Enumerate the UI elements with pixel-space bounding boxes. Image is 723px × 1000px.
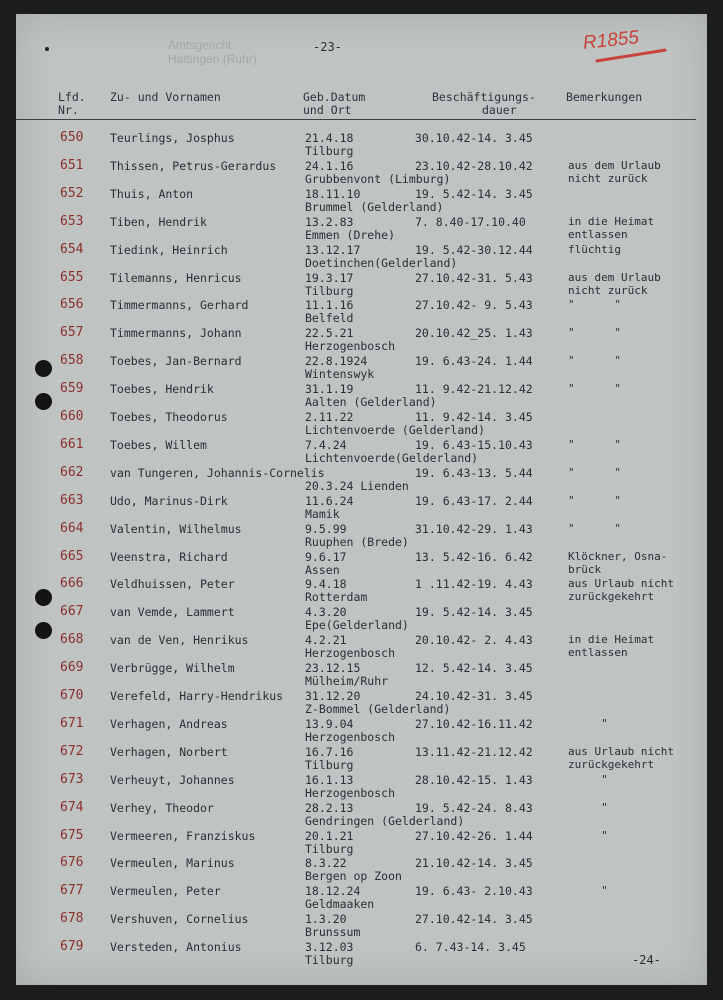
row-birth-place: Grubbenvont (Limburg) bbox=[305, 171, 451, 186]
row-remark: aus dem Urlaub nicht zurück bbox=[568, 270, 661, 297]
row-birth-date: 20.1.21 bbox=[305, 828, 354, 843]
header-name: Zu- und Vornamen bbox=[110, 90, 221, 104]
row-number: 661 bbox=[60, 436, 84, 452]
row-birth-place: Tilburg bbox=[305, 144, 354, 158]
row-number: 669 bbox=[60, 660, 84, 676]
row-name: Tiben, Hendrik bbox=[110, 214, 207, 229]
row-birth-place: Wintenswyk bbox=[305, 367, 375, 382]
row-employment-period: 7. 8.40-17.10.40 bbox=[415, 214, 526, 229]
row-number: 667 bbox=[60, 604, 84, 620]
row-remark: Klöckner, Osna- brück bbox=[568, 549, 668, 576]
row-birth-date: 22.8.1924 bbox=[305, 354, 368, 369]
row-remark: " " bbox=[568, 437, 621, 451]
row-employment-period: 30.10.42-14. 3.45 bbox=[415, 131, 533, 145]
row-birth-place: Mülheim/Ruhr bbox=[305, 674, 389, 689]
row-remark: aus dem Urlaub nicht zurück bbox=[568, 158, 661, 185]
row-birth-date: 1.3.20 bbox=[305, 912, 347, 927]
row-birth-place: Tilburg bbox=[305, 953, 354, 968]
row-birth-date: 28.2.13 bbox=[305, 800, 354, 815]
header-birth-line2: und Ort bbox=[303, 103, 352, 117]
row-number: 666 bbox=[60, 576, 84, 592]
row-number: 676 bbox=[60, 855, 84, 871]
row-number: 677 bbox=[60, 883, 84, 899]
row-employment-period: 24.10.42-31. 3.45 bbox=[415, 689, 533, 703]
row-employment-period: 19. 6.43-17. 2.44 bbox=[415, 493, 533, 508]
row-name: Tilemanns, Henricus bbox=[110, 270, 242, 285]
row-name: van de Ven, Henrikus bbox=[110, 633, 249, 648]
header-remarks: Bemerkungen bbox=[566, 90, 643, 104]
row-birth-place: Brunssum bbox=[305, 925, 361, 940]
row-employment-period: 21.10.42-14. 3.45 bbox=[415, 856, 533, 871]
row-name: Toebes, Jan-Bernard bbox=[110, 354, 242, 369]
footer-page-number: -24- bbox=[632, 953, 661, 967]
row-birth-date: 4.2.21 bbox=[305, 633, 347, 648]
row-number: 665 bbox=[60, 548, 84, 564]
table-row bbox=[0, 685, 723, 716]
row-birth-date: 13.2.83 bbox=[305, 214, 354, 229]
row-number: 657 bbox=[60, 325, 84, 341]
row-number: 670 bbox=[60, 688, 84, 703]
row-name: Verhey, Theodor bbox=[110, 800, 214, 815]
ink-dot bbox=[45, 47, 49, 51]
row-birth-place: Gendringen (Gelderland) bbox=[305, 813, 465, 828]
row-employment-period: 13.11.42-21.12.42 bbox=[415, 744, 533, 759]
row-birth-place: Herzogenbosch bbox=[305, 785, 396, 800]
row-remark: flüchtig bbox=[568, 242, 621, 256]
row-birth-date: 9.4.18 bbox=[305, 577, 347, 592]
row-birth-date: 22.5.21 bbox=[305, 326, 354, 341]
row-birth-date: 23.12.15 bbox=[305, 661, 361, 676]
row-number: 678 bbox=[60, 911, 84, 927]
row-employment-period: 27.10.42- 9. 5.43 bbox=[415, 298, 533, 313]
row-birth-date: 9.5.99 bbox=[305, 521, 347, 536]
row-birth-place: Z-Bommel (Gelderland) bbox=[305, 702, 451, 716]
row-name: Vershuven, Cornelius bbox=[110, 912, 249, 927]
table-row bbox=[0, 378, 723, 410]
row-employment-period: 11. 9.42-14. 3.45 bbox=[415, 410, 533, 424]
row-name: Timmermanns, Johann bbox=[110, 326, 242, 341]
row-name: Verhagen, Andreas bbox=[110, 716, 228, 731]
row-birth-place: Brummel (Gelderland) bbox=[305, 199, 444, 214]
row-remark: " " bbox=[568, 298, 621, 312]
row-name: Thissen, Petrus-Gerardus bbox=[110, 158, 277, 173]
row-number: 652 bbox=[60, 185, 84, 201]
row-birth-date: 16.1.13 bbox=[305, 772, 354, 787]
row-name: Verheuyt, Johannes bbox=[110, 772, 235, 787]
table-row bbox=[0, 908, 723, 940]
row-employment-period: 27.10.42-16.11.42 bbox=[415, 716, 533, 731]
table-row bbox=[0, 490, 723, 521]
header-birth bbox=[303, 91, 365, 117]
row-name: van Vemde, Lammert bbox=[110, 605, 235, 620]
row-number: 659 bbox=[60, 381, 84, 397]
row-name: van Tungeren, Johannis-Cornelis bbox=[110, 465, 325, 480]
row-birth-place: Assen bbox=[305, 562, 340, 577]
row-name: Verefeld, Harry-Hendrikus bbox=[110, 689, 284, 703]
table-row bbox=[0, 294, 723, 326]
row-name: Vermeeren, Franziskus bbox=[110, 828, 256, 843]
table-row bbox=[0, 741, 723, 772]
row-birth-place: Belfeld bbox=[305, 311, 354, 326]
row-name: Verbrügge, Wilhelm bbox=[110, 661, 235, 676]
table-row bbox=[0, 350, 723, 382]
row-birth-date: 9.6.17 bbox=[305, 549, 347, 564]
row-birth-date: 3.12.03 bbox=[305, 940, 354, 955]
row-remark: aus Urlaub nicht zurückgekehrt bbox=[568, 744, 674, 771]
row-employment-period: 19. 6.43- 2.10.43 bbox=[415, 884, 533, 899]
row-remark: " bbox=[568, 716, 608, 730]
row-remark: " " bbox=[568, 465, 621, 479]
row-birth-date: 7.4.24 bbox=[305, 437, 347, 452]
row-number: 650 bbox=[60, 130, 84, 145]
table-row bbox=[0, 657, 723, 689]
table-row bbox=[0, 546, 723, 577]
row-birth-date: 2.11.22 bbox=[305, 410, 354, 424]
row-number: 671 bbox=[60, 715, 84, 731]
row-birth-date: 11.1.16 bbox=[305, 298, 354, 313]
row-employment-period: 6. 7.43-14. 3.45 bbox=[415, 940, 526, 955]
row-name: Thuis, Anton bbox=[110, 186, 194, 201]
row-birth-place: Bergen op Zoon bbox=[305, 869, 402, 884]
row-employment-period: 19. 5.42-14. 3.45 bbox=[415, 186, 533, 201]
row-birth-date: 24.1.16 bbox=[305, 158, 354, 173]
row-birth-place: Tilburg bbox=[305, 283, 354, 298]
row-name: Versteden, Antonius bbox=[110, 940, 242, 955]
row-employment-period: 19. 5.42-14. 3.45 bbox=[415, 605, 533, 620]
table-row bbox=[0, 629, 723, 661]
table-row bbox=[0, 601, 723, 633]
row-name: Valentin, Wilhelmus bbox=[110, 521, 242, 536]
row-employment-period: 23.10.42-28.10.42 bbox=[415, 158, 533, 173]
row-name: Teurlings, Josphus bbox=[110, 131, 235, 145]
row-birth-place: Lichtenvoerde (Gelderland) bbox=[305, 423, 486, 437]
row-remark: " bbox=[568, 884, 608, 898]
row-birth-date: 31.12.20 bbox=[305, 689, 361, 703]
table-row bbox=[0, 825, 723, 856]
row-birth-place: Epe(Gelderland) bbox=[305, 618, 409, 633]
row-employment-period: 20.10.42_25. 1.43 bbox=[415, 326, 533, 341]
table-row bbox=[0, 936, 723, 968]
row-employment-period: 20.10.42- 2. 4.43 bbox=[415, 633, 533, 648]
row-birth-place: Ruuphen (Brede) bbox=[305, 534, 409, 549]
table-row bbox=[0, 573, 723, 605]
row-birth-place: Emmen (Drehe) bbox=[305, 227, 396, 242]
row-number: 663 bbox=[60, 492, 84, 508]
row-birth-place: Herzogenbosch bbox=[305, 729, 396, 744]
row-employment-period: 13. 5.42-16. 6.42 bbox=[415, 549, 533, 564]
row-remark: " " bbox=[568, 493, 621, 507]
row-name: Vermeulen, Peter bbox=[110, 884, 221, 899]
table-row bbox=[0, 155, 723, 186]
archive-reference: R1855 bbox=[582, 27, 640, 54]
row-employment-period: 27.10.42-26. 1.44 bbox=[415, 828, 533, 843]
row-employment-period: 27.10.42-31. 5.43 bbox=[415, 270, 533, 285]
punch-hole bbox=[35, 360, 52, 377]
row-birth-place: Aalten (Gelderland) bbox=[305, 395, 437, 410]
row-birth-date: 13.9.04 bbox=[305, 716, 354, 731]
row-number: 679 bbox=[60, 939, 84, 955]
row-remark: " bbox=[568, 772, 608, 786]
punch-hole bbox=[35, 622, 52, 639]
row-birth-date: 19.3.17 bbox=[305, 270, 354, 285]
row-number: 651 bbox=[60, 157, 84, 173]
table-row bbox=[0, 267, 723, 298]
table-row bbox=[0, 406, 723, 437]
row-number: 674 bbox=[60, 799, 84, 815]
row-number: 668 bbox=[60, 632, 84, 648]
row-employment-period: 19. 5.42-24. 8.43 bbox=[415, 800, 533, 815]
row-birth-date: 13.12.17 bbox=[305, 242, 361, 257]
stamp-line-1: Amtsgericht bbox=[168, 38, 232, 52]
row-employment-period: 11. 9.42-21.12.42 bbox=[415, 382, 533, 397]
header-number-line2: Nr. bbox=[58, 103, 79, 117]
table-row bbox=[0, 852, 723, 884]
row-number: 658 bbox=[60, 353, 84, 369]
row-employment-period: 31.10.42-29. 1.43 bbox=[415, 521, 533, 536]
row-birth-place: 20.3.24 Lienden bbox=[305, 478, 409, 493]
row-remark: " " bbox=[568, 354, 621, 368]
row-remark: aus Urlaub nicht zurückgekehrt bbox=[568, 577, 674, 604]
row-employment-period: 19. 6.43-13. 5.44 bbox=[415, 465, 533, 480]
table-row bbox=[0, 880, 723, 912]
row-remark: " " bbox=[568, 382, 621, 396]
row-number: 654 bbox=[60, 241, 84, 257]
row-birth-date: 18.11.10 bbox=[305, 186, 361, 201]
row-employment-period: 19. 6.43-24. 1.44 bbox=[415, 354, 533, 369]
row-name: Veenstra, Richard bbox=[110, 549, 228, 564]
header-number bbox=[58, 91, 86, 117]
row-birth-place: Tilburg bbox=[305, 757, 354, 772]
row-birth-date: 21.4.18 bbox=[305, 131, 354, 145]
row-number: 653 bbox=[60, 213, 84, 229]
row-employment-period: 19. 5.42-30.12.44 bbox=[415, 242, 533, 257]
header-period-line2: dauer bbox=[482, 103, 517, 117]
row-number: 672 bbox=[60, 743, 84, 759]
row-number: 660 bbox=[60, 409, 84, 424]
header-period bbox=[432, 91, 536, 117]
table-row bbox=[0, 462, 723, 493]
row-name: Udo, Marinus-Dirk bbox=[110, 493, 228, 508]
row-name: Verhagen, Norbert bbox=[110, 744, 228, 759]
row-number: 662 bbox=[60, 464, 84, 480]
row-name: Vermeulen, Marinus bbox=[110, 856, 235, 871]
row-employment-period: 27.10.42-14. 3.45 bbox=[415, 912, 533, 927]
punch-hole bbox=[35, 589, 52, 606]
row-birth-date: 11.6.24 bbox=[305, 493, 354, 508]
row-remark: " bbox=[568, 828, 608, 842]
row-name: Timmermanns, Gerhard bbox=[110, 298, 249, 313]
row-name: Toebes, Willem bbox=[110, 437, 207, 452]
row-number: 656 bbox=[60, 297, 84, 313]
row-employment-period: 1 .11.42-19. 4.43 bbox=[415, 577, 533, 592]
row-remark: " bbox=[568, 800, 608, 814]
row-birth-date: 4.3.20 bbox=[305, 605, 347, 620]
row-birth-place: Herzogenbosch bbox=[305, 646, 396, 661]
row-remark: in die Heimat entlassen bbox=[568, 633, 655, 660]
row-remark: " " bbox=[568, 326, 621, 340]
header-birth-line1: Geb.Datum bbox=[303, 90, 366, 104]
table-row bbox=[0, 239, 723, 270]
row-birth-place: Lichtenvoerde(Gelderland) bbox=[305, 450, 479, 465]
header-number-line1: Lfd. bbox=[58, 90, 86, 104]
row-employment-period: 19. 6.43-15.10.43 bbox=[415, 437, 533, 452]
table-row bbox=[0, 183, 723, 214]
table-row bbox=[0, 434, 723, 465]
header-rule bbox=[16, 119, 696, 120]
row-name: Tiedink, Heinrich bbox=[110, 242, 228, 257]
table-row bbox=[0, 769, 723, 800]
row-birth-date: 18.12.24 bbox=[305, 884, 361, 899]
table-row bbox=[0, 211, 723, 242]
row-number: 655 bbox=[60, 269, 84, 285]
row-birth-date: 16.7.16 bbox=[305, 744, 354, 759]
table-row bbox=[0, 713, 723, 744]
row-birth-place: Herzogenbosch bbox=[305, 339, 396, 354]
row-birth-place: Rotterdam bbox=[305, 590, 368, 605]
row-birth-place: Mamik bbox=[305, 506, 340, 521]
table-row bbox=[0, 518, 723, 549]
row-remark: in die Heimat entlassen bbox=[568, 214, 655, 241]
table-row bbox=[0, 127, 723, 158]
row-name: Toebes, Hendrik bbox=[110, 382, 214, 397]
page-number: -23- bbox=[313, 40, 342, 54]
court-stamp bbox=[168, 38, 257, 66]
row-birth-place: Doetinchen(Gelderland) bbox=[305, 255, 458, 270]
row-number: 664 bbox=[60, 520, 84, 536]
row-birth-date: 31.1.19 bbox=[305, 382, 354, 397]
row-number: 673 bbox=[60, 771, 84, 787]
row-name: Toebes, Theodorus bbox=[110, 410, 228, 424]
table-row bbox=[0, 797, 723, 828]
row-birth-place: Tilburg bbox=[305, 841, 354, 856]
row-number: 675 bbox=[60, 827, 84, 843]
row-remark: " " bbox=[568, 521, 621, 535]
row-name: Veldhuissen, Peter bbox=[110, 577, 235, 592]
row-employment-period: 28.10.42-15. 1.43 bbox=[415, 772, 533, 787]
table-row bbox=[0, 322, 723, 354]
row-birth-date: 8.3.22 bbox=[305, 856, 347, 871]
stamp-line-2: Hattingen (Ruhr) bbox=[168, 52, 257, 66]
row-birth-place: Geldmaaken bbox=[305, 897, 375, 912]
header-period-line1: Beschäftigungs- bbox=[432, 90, 536, 104]
punch-hole bbox=[35, 393, 52, 410]
row-employment-period: 12. 5.42-14. 3.45 bbox=[415, 661, 533, 676]
